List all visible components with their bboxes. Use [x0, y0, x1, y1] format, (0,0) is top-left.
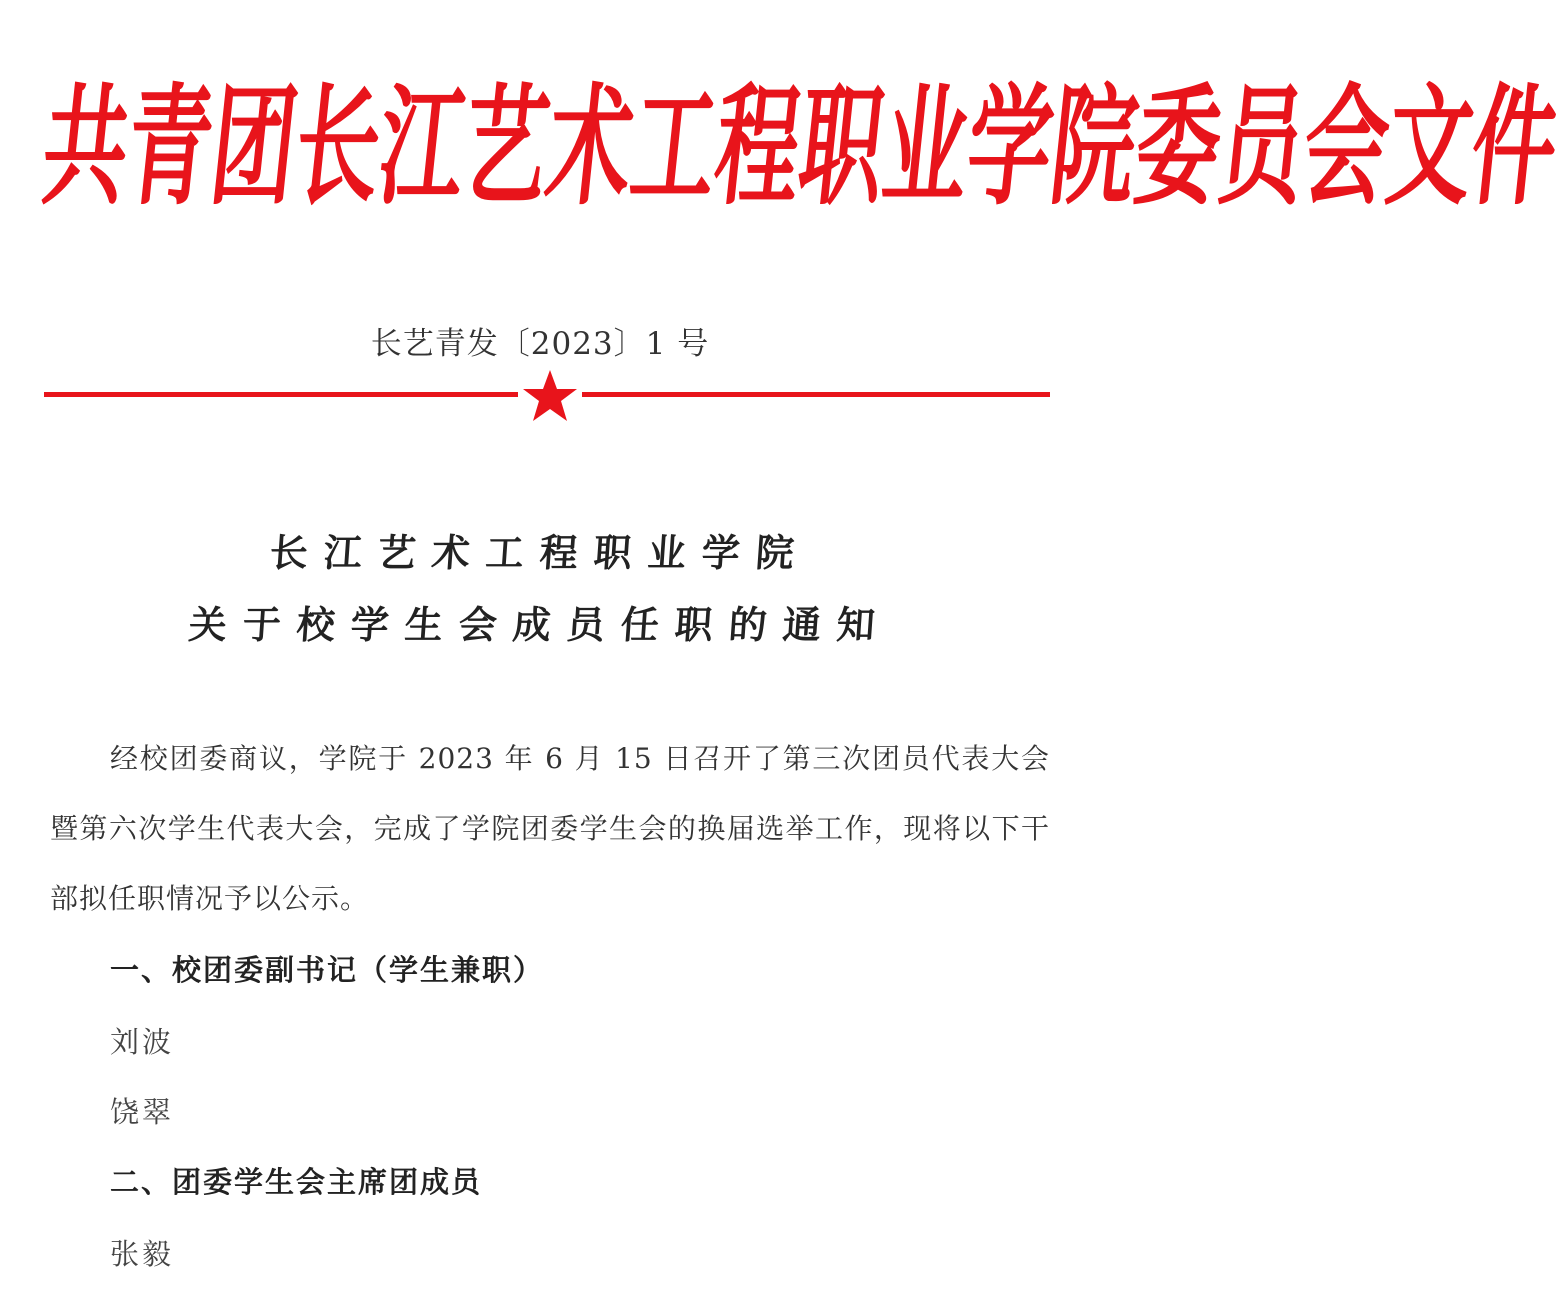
- header-char: 学: [960, 69, 1061, 223]
- section-heading: 二、团委学生会主席团成员: [110, 1165, 483, 1199]
- header-char: 会: [1296, 69, 1397, 223]
- notice-title-line2: 关于校学生会成员任职的通知: [187, 603, 893, 647]
- header-char: 文: [1380, 69, 1481, 223]
- red-divider: [44, 368, 1050, 424]
- divider-line-right: [582, 392, 1050, 397]
- header-char: 团: [204, 69, 305, 223]
- header-char: 员: [1212, 69, 1313, 223]
- header-char: 业: [876, 69, 977, 223]
- header-char: 件: [1464, 69, 1565, 223]
- header-char: 艺: [456, 69, 557, 223]
- document-number: 长艺青发〔2023〕1 号: [370, 326, 710, 362]
- person-name: 饶翠: [110, 1095, 175, 1129]
- star-icon: [520, 368, 580, 424]
- notice-title-line1: 长江艺术工程职业学院: [268, 531, 812, 575]
- person-name: 张毅: [110, 1237, 175, 1271]
- document-header-title: [35, 62, 1565, 232]
- header-char: 院: [1044, 69, 1145, 223]
- header-char: 职: [792, 69, 893, 223]
- section-heading: 一、校团委副书记（学生兼职）: [110, 953, 545, 987]
- header-char: 术: [540, 69, 641, 223]
- header-char: 共: [36, 69, 137, 223]
- header-char: 长: [288, 69, 389, 223]
- header-char: 工: [624, 69, 725, 223]
- header-char: 江: [372, 69, 473, 223]
- divider-line-left: [44, 392, 518, 397]
- body-paragraph: 经校团委商议，学院于 2023 年 6 月 15 日召开了第三次团员代表大会暨第六次学生代表大会，完成了学院团委学生会的换届选举工作，现将以下干部拟任职情况予以公示。: [50, 742, 1050, 915]
- header-char: 委: [1128, 69, 1229, 223]
- header-char: 青: [120, 69, 221, 223]
- header-char: 程: [708, 69, 809, 223]
- person-name: 刘波: [110, 1025, 175, 1059]
